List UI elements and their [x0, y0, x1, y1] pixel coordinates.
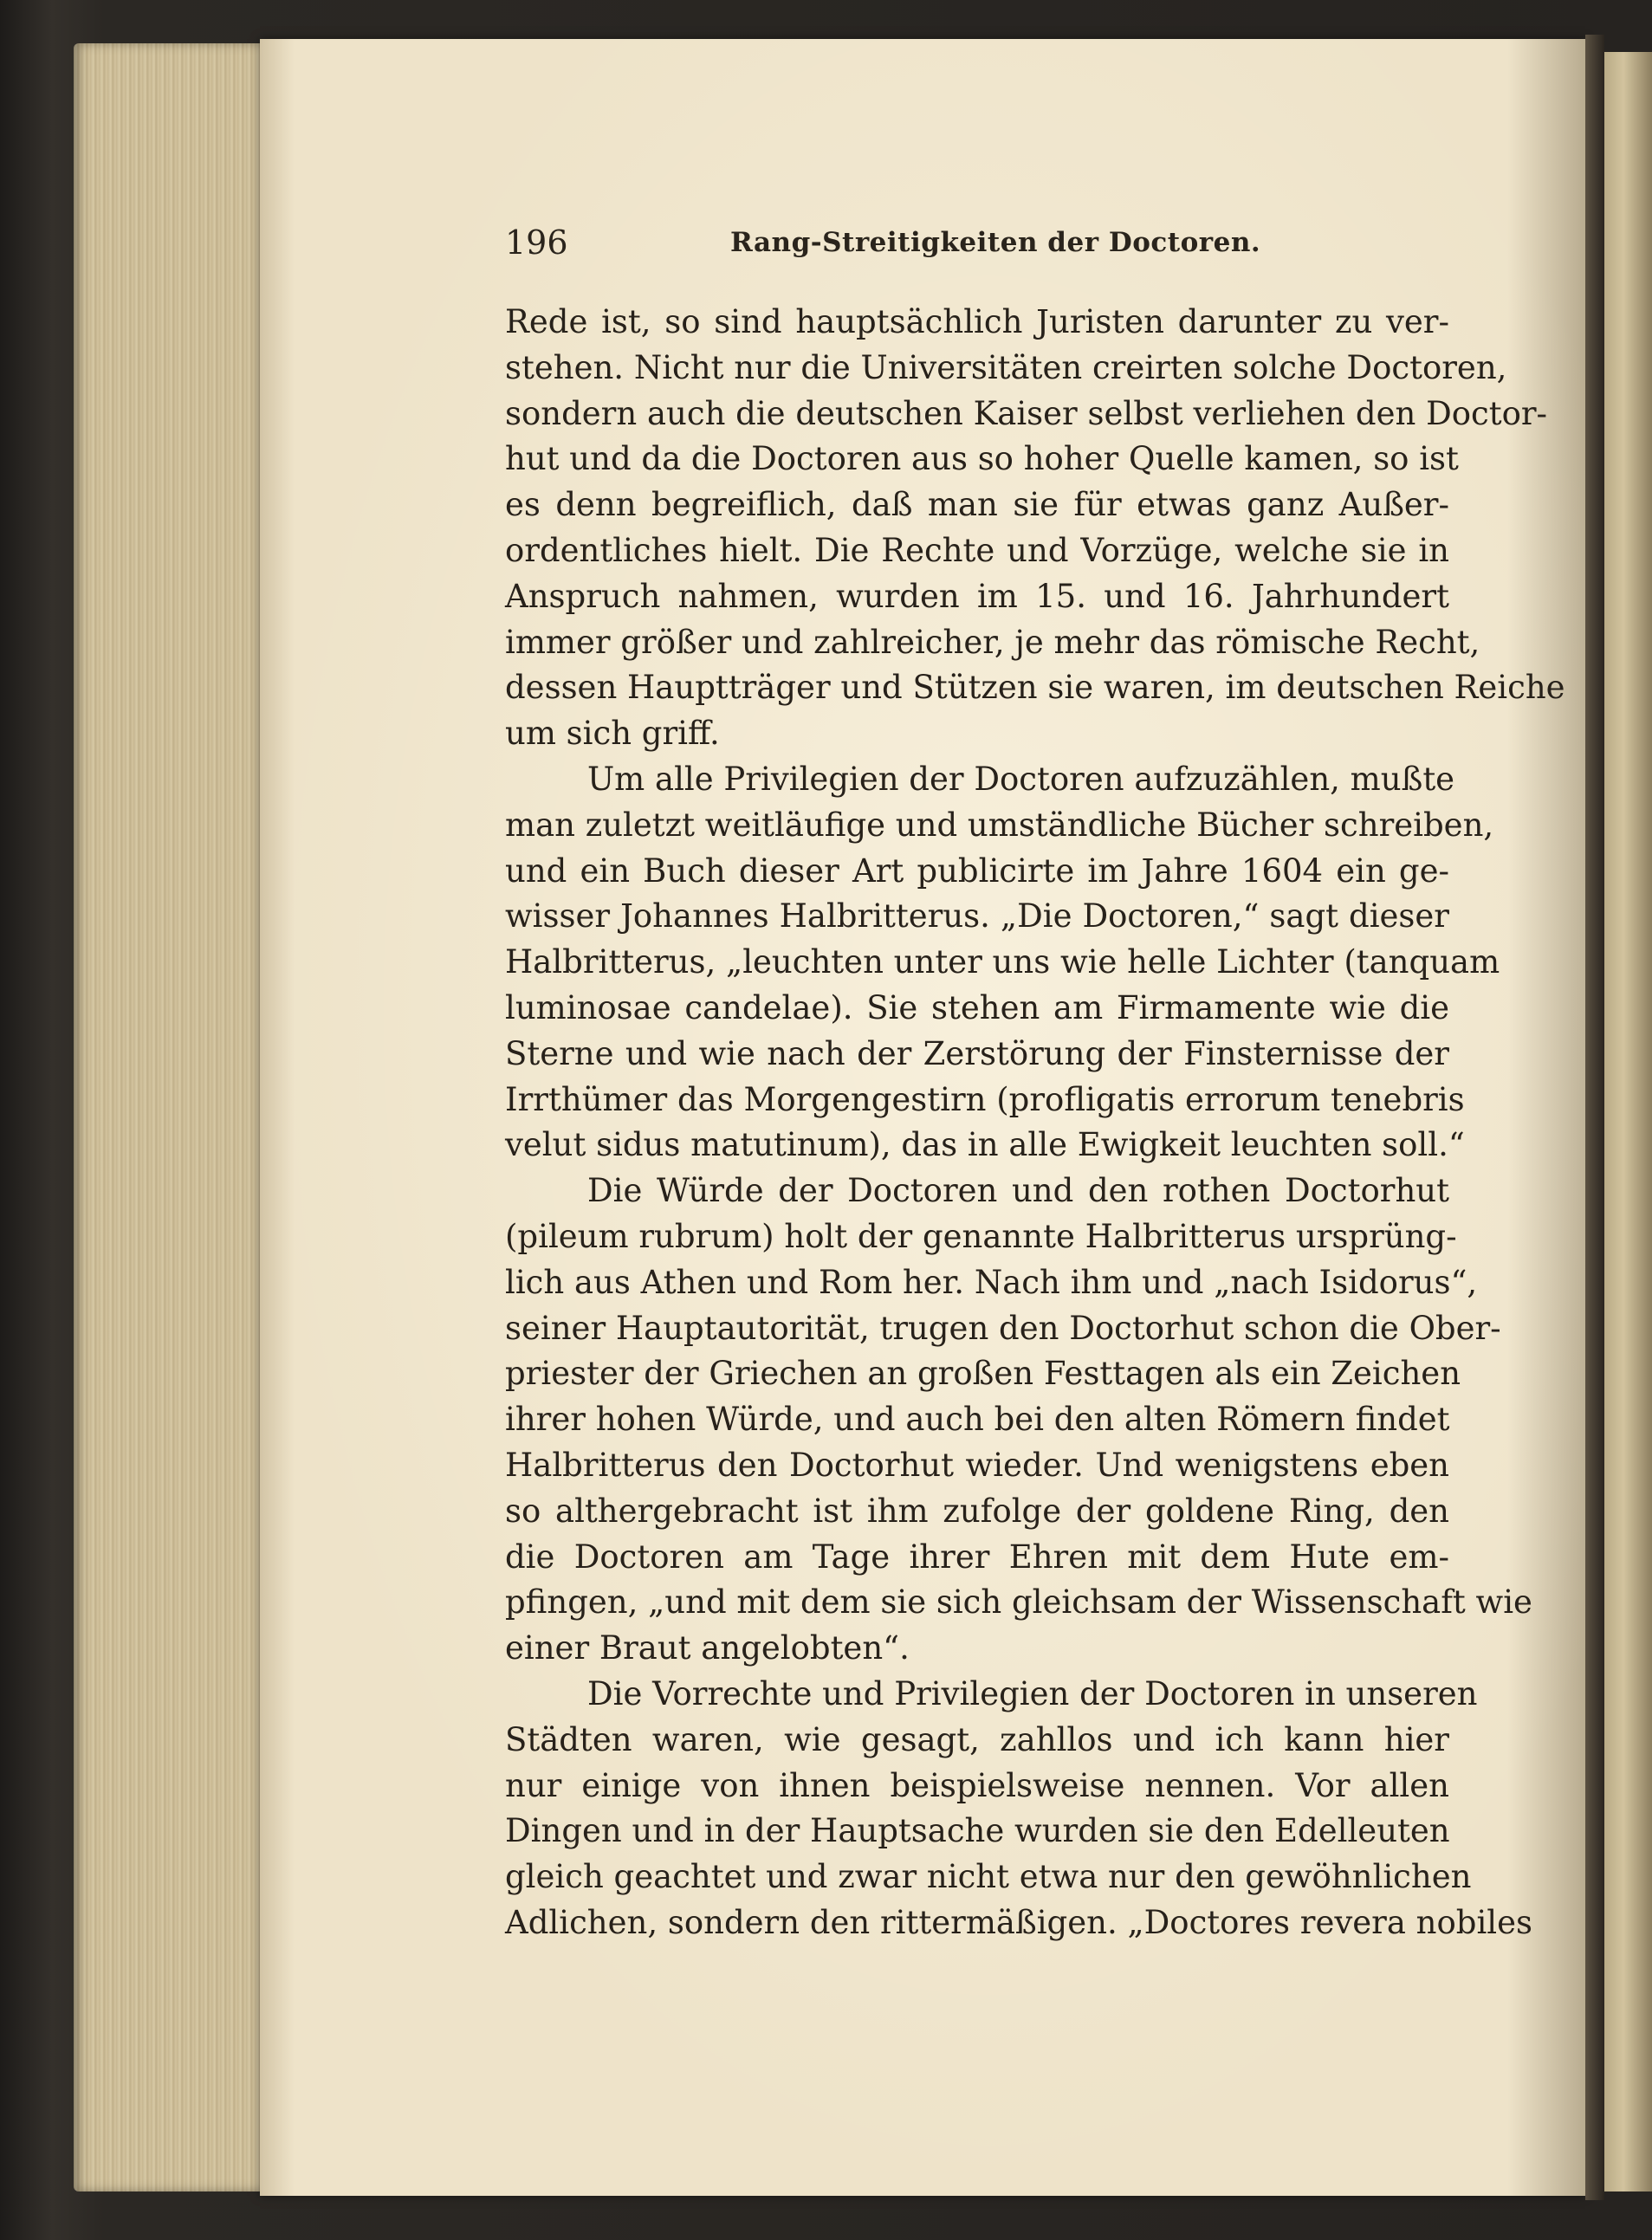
text-line: Irrthümer das Morgengestirn (profligatis errorum tenebris — [505, 1080, 1465, 1118]
text-line: wisser Johannes Halbritterus. „Die Doctoren,“ sagt dieser — [505, 897, 1449, 935]
text-line: einer Braut angelobten“. — [505, 1629, 910, 1667]
text-line: seiner Hauptautorität, trugen den Doctorhut schon die Ober- — [505, 1309, 1501, 1347]
text-line: (pileum rubrum) holt der genannte Halbritterus ursprüng- — [505, 1217, 1457, 1255]
text-line: luminosae candelae). Sie stehen am Firmamente wie die — [505, 988, 1449, 1026]
text-line: Rede ist, so sind hauptsächlich Juristen darunter zu ver- — [505, 303, 1449, 340]
text-line: es denn begreiflich, daß man sie für etwas ganz Außer- — [505, 486, 1449, 524]
text-line: lich aus Athen und Rom her. Nach ihm und „nach Isidorus“, — [505, 1263, 1478, 1301]
text-line: Adlichen, sondern den rittermäßigen. „Doctores revera nobiles — [505, 1903, 1533, 1941]
text-line: Die Würde der Doctoren und den rothen Doctorhut — [587, 1172, 1449, 1210]
text-line: und ein Buch dieser Art publicirte im Jahre 1604 ein ge- — [505, 851, 1449, 890]
text-line: die Doctoren am Tage ihrer Ehren mit dem Hute em- — [505, 1538, 1449, 1576]
running-head: Rang-Streitigkeiten der Doctoren. — [730, 227, 1261, 258]
text-line: dessen Hauptträger und Stützen sie waren, im deutschen Reiche — [505, 669, 1565, 707]
text-line: nur einige von ihnen beispielsweise nennen. Vor allen — [505, 1766, 1449, 1804]
text-line: Dingen und in der Hauptsache wurden sie den Edelleuten — [505, 1812, 1450, 1850]
text-line: Die Vorrechte und Privilegien der Doctoren in unseren — [587, 1674, 1478, 1712]
text-line: Städten waren, wie gesagt, zahllos und ich kann hier — [505, 1720, 1449, 1758]
book-gutter — [1585, 35, 1604, 2200]
page-number: 196 — [505, 223, 568, 262]
page-edges — [74, 43, 273, 2191]
text-line: stehen. Nicht nur die Universitäten creirten solche Doctoren, — [505, 348, 1507, 386]
text-line: pfingen, „und mit dem sie sich gleichsam der Wissenschaft wie — [505, 1583, 1532, 1622]
next-page-edge — [1604, 52, 1652, 2191]
body-text — [505, 300, 1565, 1946]
text-line: immer größer und zahlreicher, je mehr das römische Recht, — [505, 623, 1480, 661]
text-line: velut sidus matutinum), das in alle Ewigkeit leuchten soll.“ — [505, 1126, 1465, 1164]
text-line: ordentliches hielt. Die Rechte und Vorzüge, welche sie in — [505, 531, 1449, 569]
page-header — [505, 223, 1458, 275]
text-line: um sich griff. — [505, 715, 720, 753]
text-line: Um alle Privilegien der Doctoren aufzuzählen, mußte — [587, 760, 1455, 798]
text-line: so althergebracht ist ihm zufolge der goldene Ring, den — [505, 1492, 1449, 1530]
text-line: gleich geachtet und zwar nicht etwa nur den gewöhnlichen — [505, 1858, 1472, 1896]
text-line: Sterne und wie nach der Zerstörung der Finsternisse der — [505, 1034, 1449, 1072]
text-line: Halbritterus, „leuchten unter uns wie helle Lichter (tanquam — [505, 943, 1500, 981]
text-line: Halbritterus den Doctorhut wieder. Und wenigstens eben — [505, 1446, 1449, 1484]
text-line: man zuletzt weitläufige und umständliche Bücher schreiben, — [505, 806, 1494, 844]
text-line: priester der Griechen an großen Festtagen als ein Zeichen — [505, 1355, 1461, 1393]
text-line: ihrer hohen Würde, und auch bei den alten Römern findet — [505, 1401, 1450, 1439]
text-line: hut und da die Doctoren aus so hoher Quelle kamen, so ist — [505, 440, 1459, 478]
text-line: Anspruch nahmen, wurden im 15. und 16. Jahrhundert — [505, 577, 1449, 615]
text-line: sondern auch die deutschen Kaiser selbst verliehen den Doctor- — [505, 394, 1548, 432]
